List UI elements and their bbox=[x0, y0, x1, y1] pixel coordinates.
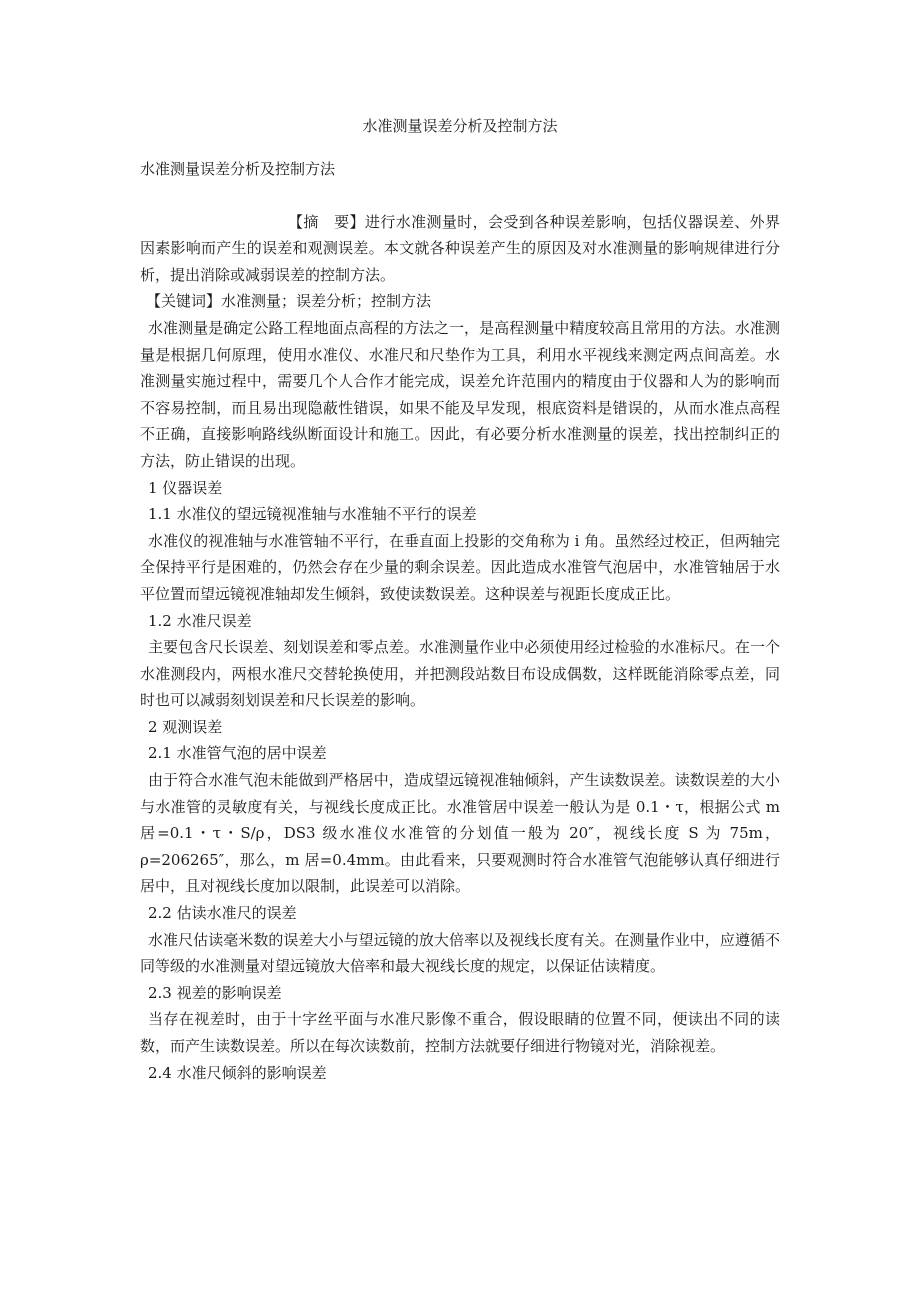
section-heading: 2.1 水准管气泡的居中误差 bbox=[148, 744, 327, 763]
section-paragraph: 当存在视差时，由于十字丝平面与水准尺影像不重合，假设眼睛的位置不同，便读出不同的读数，而产生读数误差。所以在每次读数前，控制方法就要仔细进行物镜对光，消除视差。 bbox=[140, 1010, 780, 1055]
section-paragraph: 水准仪的视准轴与水准管轴不平行，在垂直面上投影的交角称为 i 角。虽然经过校正，但两轴完全保持平行是困难的，仍然会存在少量的剩余误差。因此造成水准管气泡居中，水准管轴居于水平位置而望远镜视准轴却发生倾斜，致使读数误差。这种误差与视距长度成正比。 bbox=[140, 531, 780, 603]
keywords-line: 【关键词】水准测量；误差分析；控制方法 bbox=[146, 292, 432, 311]
section-heading: 1 仪器误差 bbox=[148, 478, 223, 497]
document-body bbox=[140, 156, 780, 1086]
document-subtitle: 水准测量误差分析及控制方法 bbox=[140, 160, 336, 178]
section-heading: 1.1 水准仪的望远镜视准轴与水准轴不平行的误差 bbox=[148, 505, 477, 524]
intro-paragraph: 水准测量是确定公路工程地面点高程的方法之一，是高程测量中精度较高且常用的方法。水准测量是根据几何原理，使用水准仪、水准尺和尺垫作为工具，利用水平视线来测定两点间高差。水准测量实施过程中，需要几个人合作才能完成，误差允许范围内的精度由于仪器和人为的影响而不容易控制，而且易出现隐蔽性错误，如果不能及早发现，根底资料是错误的，从而水准点高程不正确，直接影响路线纵断面设计和施工。因此，有必要分析水准测量的误差，找出控制纠正的方法，防止错误的出现。 bbox=[140, 318, 780, 470]
section-paragraph: 水准尺估读毫米数的误差大小与望远镜的放大倍率以及视线长度有关。在测量作业中，应遵循不同等级的水准测量对望远镜放大倍率和最大视线长度的规定，以保证估读精度。 bbox=[140, 930, 780, 976]
section-heading: 2.2 估读水准尺的误差 bbox=[148, 904, 297, 923]
section-heading: 2.4 水准尺倾斜的影响误差 bbox=[148, 1063, 327, 1082]
section-paragraph: 主要包含尺长误差、刻划误差和零点差。水准测量作业中必须使用经过检验的水准标尺。在一个水准测段内，两根水准尺交替轮换使用，并把测段站数目布设成偶数，这样既能消除零点差，同时也可以减弱刻划误差和尺长误差的影响。 bbox=[140, 638, 780, 710]
abstract-paragraph: 【摘 要】进行水准测量时，会受到各种误差影响，包括仪器误差、外界因素影响而产生的误差和观测误差。本文就各种误差产生的原因及对水准测量的影响规律进行分析，提出消除或减弱误差的控制方法。 bbox=[140, 212, 780, 284]
document-title: 水准测量误差分析及控制方法 bbox=[362, 117, 558, 135]
section-paragraph: 由于符合水准气泡未能做到严格居中，造成望远镜视准轴倾斜，产生读数误差。读数误差的大小与水准管的灵敏度有关，与视线长度成正比。水准管居中误差一般认为是 0.1・τ，根据公式 m 居=0.1・τ・S/ρ，DS3 级水准仪水准管的分划值一般为 20″，视线长度 S 为 75m，ρ=206265″，那么，m 居=0.4mm。由此看来，只要观测时符合水准管气泡能够认真仔细进行居中，且对视线长度加以限制，此误差可以消除。 bbox=[140, 771, 780, 896]
section-heading: 2 观测误差 bbox=[148, 717, 223, 736]
section-heading: 2.3 视差的影响误差 bbox=[148, 983, 282, 1002]
section-heading: 1.2 水准尺误差 bbox=[148, 611, 252, 630]
